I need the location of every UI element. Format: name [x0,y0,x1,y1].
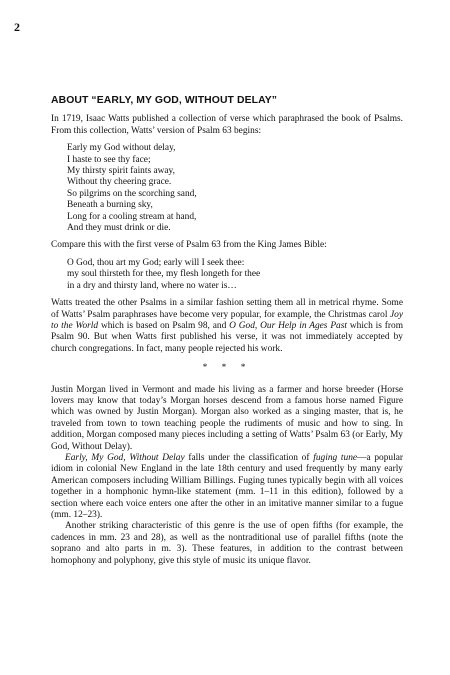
poem-line: Long for a cooling stream at hand, [67,211,197,222]
carol-title: Joy to the World [51,309,403,331]
verse-line: my soul thirsteth for thee, my flesh longeth for thee [67,269,261,280]
paragraph-text: which is based on Psalm 98, and [98,320,230,331]
fifths-paragraph: Another striking characteristic of this genre is the use of open fifths (for example, the cadences in mm. 23 and 28), as well as the nontraditional use of parallel fifths (note the soprano and alto parts in m. 3). These features, in addition to the contrast between homophony and polyphony, give this style of music its unique flavor. [51,521,403,566]
poem-line: So pilgrims on the scorching sand, [67,188,197,199]
poem-line: Early my God without delay, [67,143,176,154]
poem-line: My thirsty spirit faints away, [67,166,175,177]
intro-paragraph: In 1719, Isaac Watts published a collection of verse which paraphrased the book of Psalms. From this collection, Watts’ version of Psalm 63 begins: [51,114,403,136]
genre-term: fuging tune [313,452,358,463]
watts-poem [67,143,403,234]
poem-line: Without thy cheering grace. [67,177,172,188]
poem-line: I haste to see thy face; [67,154,151,165]
page-number: 2 [14,20,20,34]
section-separator: * * * [202,363,252,374]
paragraph-text: Watts treated the other Psalms in a similar fashion setting them all in metrical rhyme. Some of Watts’ Psalm paraphrases have become very popular, for example, the Christmas carol [51,298,403,320]
compare-paragraph: Compare this with the first verse of Psalm 63 from the King James Bible: [51,240,327,251]
morgan-paragraph: Justin Morgan lived in Vermont and made his living as a farmer and horse breeder (Horse lovers may know that today’s Morgan horses descend from a famous horse named Figure which was owned by Justin Morgan). Morgan also worked as a singing master, that is, he traveled from town to town teaching people the rudiments of music and how to sing. In addition, Morgan composed many pieces including a setting of Watts’ Psalm 63 (or Early, My God, Without Delay). [51,384,403,452]
paragraph-text: —a popular idiom in colonial New England in the late 18th century and used frequently by many early American composers including William Billings. Fuging tunes typically begin with all voices together in a homphonic hymn-like statement (mm. 1–11 in this edition), followed by a section where each voice enters one after the other in an imitative manner similar to a fugue (mm. 12–23). [51,452,403,520]
article-heading: ABOUT “EARLY, MY GOD, WITHOUT DELAY” [51,95,278,106]
verse-line: in a dry and thirsty land, where no water is… [67,280,237,291]
watts-paragraph [51,298,403,355]
poem-line: Beneath a burning sky, [67,200,153,211]
article [51,95,403,567]
fuging-paragraph [51,453,403,521]
paragraph-text: falls under the classification of [184,452,314,463]
verse-line: O God, thou art my God; early will I seek thee: [67,257,245,268]
kjv-verse [67,258,403,292]
piece-title: Early, My God, Without Delay [65,452,185,463]
poem-line: And they must drink or die. [67,223,171,234]
hymn-title: O God, Our Help in Ages Past [229,320,347,331]
paragraph-text: which is from Psalm 90. But when Watts first published his verse, it was not immediately accepted by church congregations. In fact, many people rejected his work. [51,320,404,354]
